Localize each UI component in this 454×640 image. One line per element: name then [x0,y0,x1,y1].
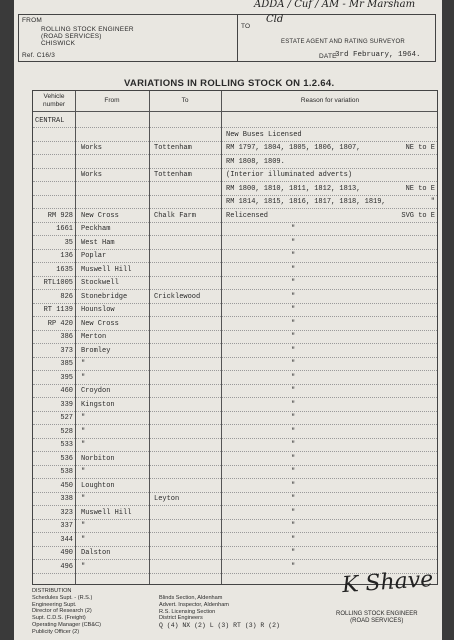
to-depot: Leyton [154,495,180,503]
from-depot: Merton [81,333,107,341]
row-rule [33,154,437,155]
vehicle-number: 35 [64,238,73,247]
row-rule [33,181,437,182]
from-depot: " [81,535,86,544]
vehicle-number: 826 [60,292,73,301]
variation-code: NE to E [405,144,435,152]
row-rule [33,208,437,209]
row-rule [33,127,437,128]
variation-reason: " [291,427,296,436]
vehicle-number: 533 [60,441,73,449]
variation-reason: " [291,319,296,328]
distribution-left-2: Engineering Supt. [32,601,77,608]
variation-reason: " [291,306,296,314]
distribution-left-3: Director of Research (2) [32,608,92,615]
from-depot: Kingston [81,400,115,409]
row-rule [33,262,437,263]
row-rule [33,492,437,493]
variations-table [32,90,438,585]
vehicle-number: 528 [60,427,73,436]
from-depot: " [81,562,86,571]
row-rule [33,249,437,250]
from-depot: Works [81,144,103,152]
distribution-right-2: Advert. Inspector, Aldenham [159,601,229,608]
from-depot: Norbiton [81,454,115,463]
date-label: DATE [319,53,337,60]
variation-reason: " [291,333,296,341]
row-rule [33,303,437,304]
from-depot: Works [81,171,103,179]
from-depot: " [81,468,86,476]
page-title: VARIATIONS IN ROLLING STOCK ON 1.2.64. [124,78,335,89]
distribution-right-4: District Engineers [159,615,203,622]
vehicle-number: 395 [60,373,73,382]
variation-reason: " [291,454,296,463]
vehicle-number: 490 [60,549,73,557]
variation-reason: " [291,414,296,422]
col-header-vehicle: Vehicle number [42,93,66,108]
distribution-block [32,588,101,636]
variation-reason: RM 1808, 1809. [226,157,285,166]
vehicle-number: CENTRAL [35,117,65,125]
variation-reason: " [291,225,296,233]
vehicle-number: RT 1139 [43,306,73,314]
vehicle-number: RM 928 [47,211,73,220]
row-rule [33,276,437,277]
variation-reason: " [291,373,296,382]
row-rule [33,222,437,223]
variation-reason: " [291,549,296,557]
from-depot: " [81,495,86,503]
to-line: ESTATE AGENT AND RATING SURVEYOR [281,39,405,45]
vehicle-number: 1661 [56,225,73,233]
vehicle-number: 386 [60,333,73,341]
to-depot: Tottenham [154,144,192,152]
variation-reason: " [291,279,296,287]
variation-reason: " [291,522,296,530]
variation-reason: " [291,346,296,355]
vehicle-number: 136 [60,252,73,260]
distribution-right-1: Blinds Section, Aldenham [159,595,223,601]
footer-title [336,611,418,625]
variation-reason: RM 1800, 1810, 1811, 1812, 1813, [226,184,361,193]
row-rule [33,384,437,385]
variation-reason: " [291,387,296,395]
header-box [18,14,436,62]
to-depot: Cricklewood [154,292,201,301]
distribution-left-5: Operating Manager (CB&C) [32,621,102,628]
distribution-left-4: Supt. C.D.S. (Freight) [32,615,86,622]
col-header-reason: Reason for variation [300,97,360,104]
signature: K Shave [341,566,434,599]
from-depot: Peckham [81,225,111,233]
from-depot: Stonebridge [81,292,128,301]
document-sheet [14,0,442,640]
from-depot: New Cross [81,319,119,328]
row-rule [33,141,437,142]
row-rule [33,546,437,547]
vehicle-number: 536 [60,454,73,463]
variation-reason: " [291,360,296,368]
from-line-3: CHISWICK [41,40,76,47]
row-rule [33,289,437,290]
vehicle-number: 339 [60,400,73,409]
row-rule [33,438,437,439]
from-depot: " [81,427,86,436]
from-depot: Stockwell [81,279,119,287]
vehicle-number: RTL1005 [43,279,73,287]
to-depot: Tottenham [154,171,192,179]
distribution-left-6: Publicity Officer (2) [32,628,80,635]
row-rule [33,195,437,196]
handwritten-note: Cld [266,14,284,25]
variation-reason: " [291,481,296,490]
col-header-to: To [181,97,189,104]
distribution-right-block [159,595,280,630]
distribution-right-3: R.S. Licensing Section [159,608,216,615]
variation-reason: " [291,441,296,449]
distribution-codes: Q (4) NX (2) L (3) RT (3) R (2) [159,622,280,630]
vehicle-number: RP 420 [47,319,73,328]
to-label: TO [241,23,251,30]
variation-reason: (Interior illuminated adverts) [226,171,353,179]
distribution-heading: DISTRIBUTION [32,588,72,594]
variation-reason: RM 1814, 1815, 1816, 1817, 1818, 1819, [226,198,386,206]
variation-reason: " [291,252,296,260]
from-depot: Dalston [81,549,111,557]
variation-reason: " [291,400,296,409]
variation-code: SVG to E [401,211,435,220]
variation-reason: RM 1797, 1804, 1805, 1806, 1807, [226,144,361,152]
row-rule [33,316,437,317]
from-label: FROM [22,17,42,24]
from-line-2: (ROAD SERVICES) [41,33,102,40]
vehicle-number: 460 [60,387,73,395]
from-depot: " [81,414,86,422]
variation-reason: " [291,265,296,274]
from-depot: Muswell Hill [81,265,132,274]
row-rule [33,559,437,560]
col-header-from: From [104,97,120,104]
from-depot: Bromley [81,346,111,355]
row-rule [33,330,437,331]
row-rule [33,424,437,425]
from-line-1: ROLLING STOCK ENGINEER [41,26,134,33]
from-depot: West Ham [81,238,115,247]
variation-reason: " [291,292,296,301]
variation-code: " [430,198,435,206]
row-rule [33,343,437,344]
to-depot: Chalk Farm [154,211,197,220]
from-depot: Hounslow [81,306,115,314]
variation-reason: " [291,562,296,571]
vehicle-number: 373 [60,346,73,355]
date-value: 3rd February, 1964. [335,51,421,59]
from-depot: " [81,441,86,449]
vehicle-number: 385 [60,360,73,368]
row-rule [33,168,437,169]
variation-reason: " [291,238,296,247]
row-rule [33,532,437,533]
vehicle-number: 450 [60,481,73,490]
from-depot: New Cross [81,211,119,220]
row-rule [33,357,437,358]
vehicle-number: 338 [60,495,73,503]
row-rule [33,505,437,506]
row-rule [33,370,437,371]
variation-reason: " [291,468,296,476]
distribution-left-1: Schedules Supt. - (R.S.) [32,594,93,601]
from-depot: Muswell Hill [81,508,132,517]
variation-reason: " [291,495,296,503]
vehicle-number: 1635 [56,265,73,274]
variation-reason: " [291,508,296,517]
row-rule [33,411,437,412]
row-rule [33,235,437,236]
variation-reason: New Buses Licensed [226,130,302,139]
footer-title-line-2: (ROAD SERVICES) [350,617,404,624]
from-depot: " [81,360,86,368]
from-depot: Loughton [81,481,115,490]
row-rule [33,397,437,398]
vehicle-number: 344 [60,535,73,544]
row-rule [33,465,437,466]
handwritten-recipients: ADDA / Cuf / AM - Mr Marsham [254,0,416,10]
row-rule [33,451,437,452]
variation-reason: " [291,535,296,544]
from-depot: " [81,373,86,382]
variation-reason: Relicensed [226,211,269,220]
vehicle-number: 496 [60,562,73,571]
from-depot: Croydon [81,387,111,395]
vehicle-number: 323 [60,508,73,517]
row-rule [33,519,437,520]
footer-title-line-1: ROLLING STOCK ENGINEER [336,611,418,617]
vehicle-number: 337 [60,522,73,530]
variation-code: NE to E [405,184,435,193]
from-depot: Poplar [81,252,107,260]
row-rule [33,478,437,479]
vehicle-number: 527 [60,414,73,422]
from-depot: " [81,522,86,530]
ref-number: Ref. C16/3 [22,52,56,59]
vehicle-number: 538 [60,468,73,476]
